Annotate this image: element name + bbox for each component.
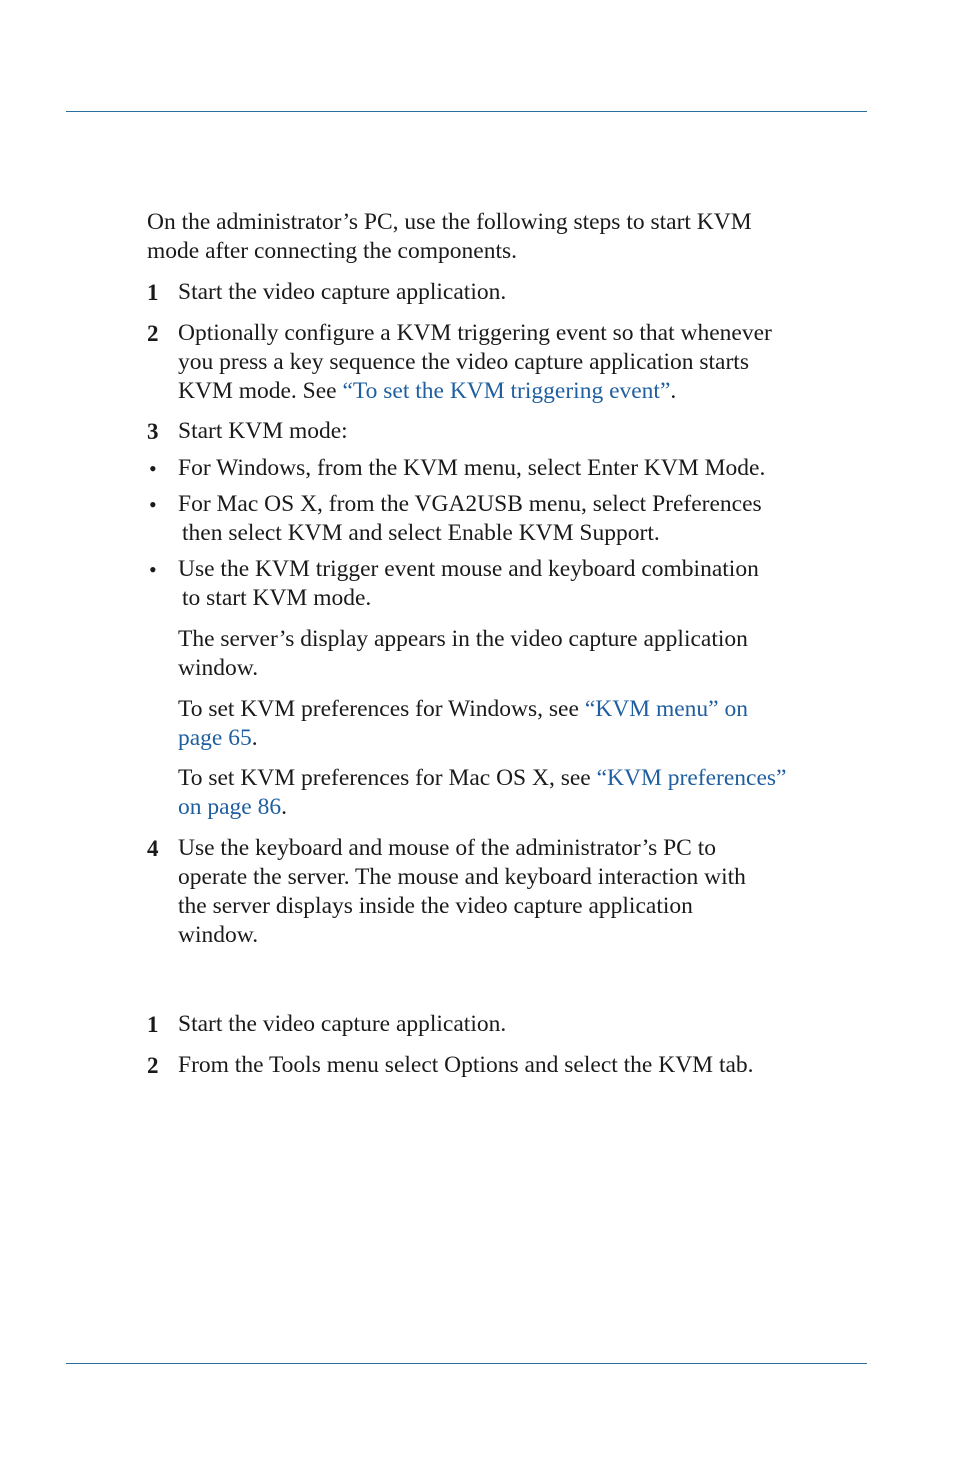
- step-text: the server displays inside the video capture application: [178, 893, 693, 919]
- step-text: Start KVM mode:: [178, 418, 348, 444]
- bullet-text: Use the KVM trigger event mouse and keyboard combination: [178, 556, 759, 582]
- step-text: Start the video capture application.: [178, 1011, 507, 1037]
- bullet-icon: •: [149, 557, 157, 582]
- step-text: operate the server. The mouse and keyboard interaction with: [178, 864, 746, 890]
- note-text-with-link: [178, 793, 287, 822]
- note-text: window.: [178, 655, 259, 681]
- step-text: you press a key sequence the video capture application starts: [178, 349, 749, 375]
- bullet-icon: •: [149, 456, 157, 481]
- note-text: The server’s display appears in the video capture application: [178, 626, 748, 652]
- bullet-text: to start KVM mode.: [182, 585, 372, 611]
- link-kvm-preferences-page[interactable]: on page 86: [178, 794, 282, 820]
- note-text-with-link: [178, 695, 748, 724]
- step-number: 1: [147, 280, 159, 305]
- link-kvm-menu-page[interactable]: page 65: [178, 725, 252, 751]
- note-text: To set KVM preferences for Mac OS X, see: [178, 765, 597, 791]
- link-kvm-menu[interactable]: “KVM menu” on: [584, 696, 748, 722]
- note-text: To set KVM preferences for Windows, see: [178, 696, 585, 722]
- note-text-with-link: [178, 764, 786, 793]
- bullet-text: For Mac OS X, from the VGA2USB menu, select Preferences: [178, 491, 762, 517]
- punctuation: .: [251, 725, 258, 751]
- punctuation: .: [670, 378, 677, 404]
- note-text-with-link: [178, 724, 258, 753]
- step-number: 4: [147, 836, 159, 861]
- step-number: 2: [147, 1053, 159, 1078]
- step-number: 3: [147, 419, 159, 444]
- punctuation: .: [281, 794, 287, 820]
- header-rule: [66, 111, 867, 112]
- step-text: window.: [178, 922, 259, 948]
- step-number: 2: [147, 321, 159, 346]
- bullet-icon: •: [149, 492, 157, 517]
- bullet-text: then select KVM and select Enable KVM Support.: [182, 520, 660, 546]
- link-kvm-preferences[interactable]: “KVM preferences”: [596, 765, 787, 791]
- bullet-text: For Windows, from the KVM menu, select Enter KVM Mode.: [178, 455, 766, 481]
- step-text: From the Tools menu select Options and select the KVM tab.: [178, 1052, 754, 1078]
- step-text: Use the keyboard and mouse of the administrator’s PC to: [178, 835, 717, 861]
- step-text: Optionally configure a KVM triggering event so that whenever: [178, 320, 772, 346]
- step-text: Start the video capture application.: [178, 279, 507, 305]
- footer-rule: [66, 1363, 867, 1364]
- step-text-with-link: [178, 377, 676, 406]
- intro-line-1: On the administrator’s PC, use the following steps to start KVM: [147, 209, 752, 235]
- step-text: KVM mode. See: [178, 378, 343, 404]
- step-number: 1: [147, 1012, 159, 1037]
- link-kvm-triggering-event[interactable]: “To set the KVM triggering event”: [342, 378, 671, 404]
- intro-line-2: mode after connecting the components.: [147, 238, 517, 264]
